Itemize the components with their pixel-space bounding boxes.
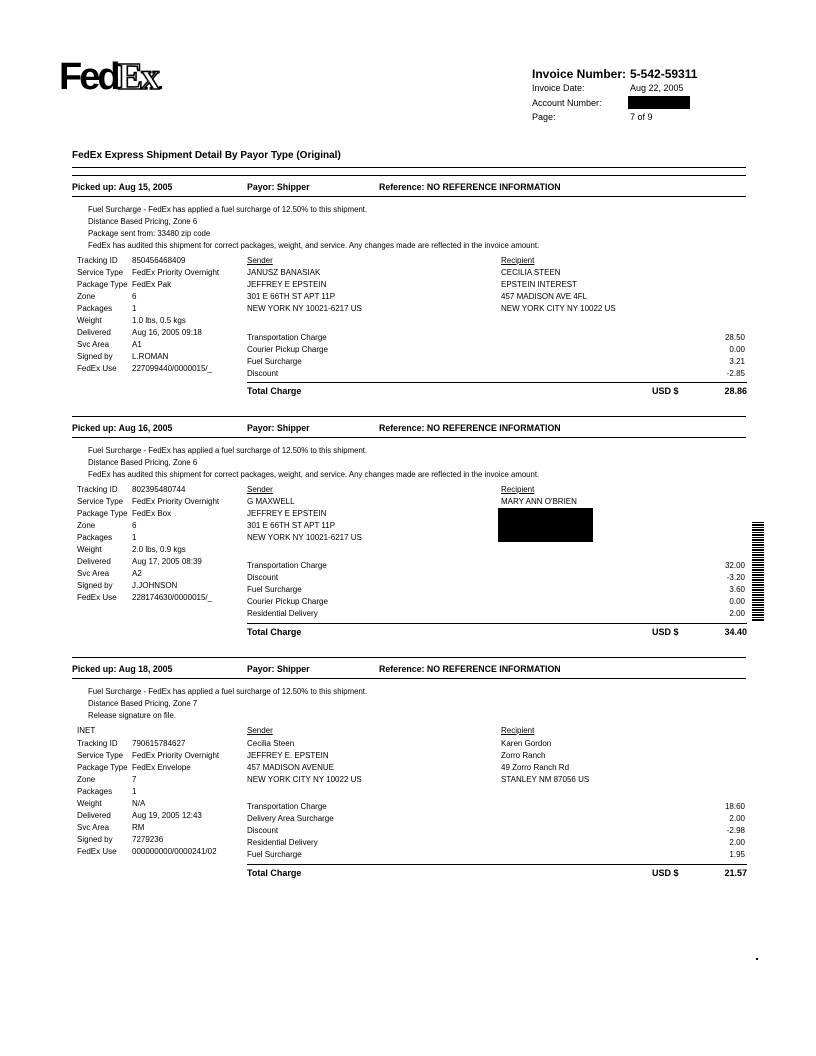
- note: Fuel Surcharge - FedEx has applied a fuel surcharge of 12.50% to this shipment.: [88, 446, 368, 455]
- sender-line: 301 E 66TH ST APT 11P: [247, 292, 336, 301]
- weight: 1.0 lbs, 0.5 kgs: [132, 316, 186, 325]
- sender-line: Cecilia Steen: [247, 739, 295, 748]
- recipient-line: STANLEY NM 87056 US: [501, 775, 590, 784]
- note: Release signature on file.: [88, 711, 176, 720]
- total-charge: 34.40: [724, 627, 747, 637]
- charge-amount: -2.85: [726, 369, 745, 378]
- invoice-date: Aug 22, 2005: [630, 83, 684, 93]
- svc-area: A2: [132, 569, 142, 578]
- charge-label: Transportation Charge: [247, 802, 327, 811]
- zone: 7: [132, 775, 137, 784]
- fedex-logo: [59, 58, 163, 96]
- charge-amount: -2.98: [726, 826, 745, 835]
- currency: USD $: [652, 627, 679, 637]
- signed-by: 7279236: [132, 835, 164, 844]
- recipient-line: MARY ANN O'BRIEN: [501, 497, 577, 506]
- note: Fuel Surcharge - FedEx has applied a fuel surcharge of 12.50% to this shipment.: [88, 205, 368, 214]
- total-rule: [247, 623, 747, 624]
- package-type-label: Package Type: [77, 280, 128, 289]
- sender-line: G MAXWELL: [247, 497, 295, 506]
- delivered-label: Delivered: [77, 557, 111, 566]
- zone-label: Zone: [77, 521, 96, 530]
- recipient-line: NEW YORK CITY NY 10022 US: [501, 304, 616, 313]
- charge-amount: 0.00: [729, 597, 745, 606]
- reference: Reference: NO REFERENCE INFORMATION: [379, 664, 561, 674]
- picked-up: Picked up: Aug 16, 2005: [72, 423, 173, 433]
- title-rule: [72, 167, 746, 168]
- svc-area: A1: [132, 340, 142, 349]
- sender-heading: Sender: [247, 256, 273, 265]
- charge-label: Courier Pickup Charge: [247, 597, 328, 606]
- delivered-label: Delivered: [77, 811, 111, 820]
- charge-label: Residential Delivery: [247, 609, 318, 618]
- note: Distance Based Pricing, Zone 6: [88, 217, 198, 226]
- packages-label: Packages: [77, 533, 113, 542]
- signed-by-label: Signed by: [77, 835, 113, 844]
- recipient-line: Karen Gordon: [501, 739, 552, 748]
- package-type: FedEx Box: [132, 509, 172, 518]
- service-type: FedEx Priority Overnight: [132, 751, 220, 760]
- section-header-rule: [72, 437, 746, 438]
- payor: Payor: Shipper: [247, 423, 310, 433]
- fedex-use: 228174630/0000015/_: [132, 593, 213, 602]
- svc-area-label: Svc Area: [77, 340, 110, 349]
- fedex-use-label: FedEx Use: [77, 364, 117, 373]
- recipient-line: EPSTEIN INTEREST: [501, 280, 578, 289]
- recipient-line: Zorro Ranch: [501, 751, 546, 760]
- weight: N/A: [132, 799, 146, 808]
- fedex-use: 000000000/0000241/02: [132, 847, 217, 856]
- note: FedEx has audited this shipment for correct packages, weight, and service. Any changes made are reflected in the invoice amount.: [88, 241, 540, 250]
- delivered-label: Delivered: [77, 328, 111, 337]
- recipient-line: 457 MADISON AVE 4FL: [501, 292, 588, 301]
- package-type: FedEx Envelope: [132, 763, 191, 772]
- package-type-label: Package Type: [77, 509, 128, 518]
- total-rule: [247, 864, 747, 865]
- weight: 2.0 lbs, 0.9 kgs: [132, 545, 186, 554]
- charge-amount: 28.50: [724, 333, 745, 342]
- charge-label: Transportation Charge: [247, 561, 327, 570]
- charge-label: Transportation Charge: [247, 333, 327, 342]
- reference: Reference: NO REFERENCE INFORMATION: [379, 423, 561, 433]
- invoice-number: 5-542-59311: [630, 67, 698, 81]
- note: Distance Based Pricing, Zone 7: [88, 699, 198, 708]
- page-mark: [756, 958, 758, 960]
- tracking-id: 850456468409: [132, 256, 186, 265]
- payor: Payor: Shipper: [247, 182, 310, 192]
- currency: USD $: [652, 868, 679, 878]
- account-number-redaction: [628, 96, 690, 109]
- note: Package sent from: 33480 zip code: [88, 229, 211, 238]
- charge-label: Residential Delivery: [247, 838, 318, 847]
- zone: 6: [132, 292, 137, 301]
- page-title: FedEx Express Shipment Detail By Payor Type (Original): [72, 150, 341, 161]
- invoice-number-label: Invoice Number:: [532, 67, 627, 81]
- note: Distance Based Pricing, Zone 6: [88, 458, 198, 467]
- weight-label: Weight: [77, 545, 102, 554]
- svc-area-label: Svc Area: [77, 569, 110, 578]
- packages: 1: [132, 304, 137, 313]
- delivered: Aug 19, 2005 12:43: [132, 811, 202, 820]
- charge-amount: 2.00: [729, 609, 745, 618]
- account-number-label: Account Number:: [532, 98, 602, 108]
- service-type: FedEx Priority Overnight: [132, 497, 220, 506]
- recipient-heading: Recipient: [501, 485, 535, 494]
- page-number: 7 of 9: [630, 112, 653, 122]
- charge-label: Delivery Area Surcharge: [247, 814, 334, 823]
- invoice-date-label: Invoice Date:: [532, 83, 585, 93]
- charge-amount: 2.00: [729, 814, 745, 823]
- currency: USD $: [652, 386, 679, 396]
- recipient-line: CECILIA STEEN: [501, 268, 561, 277]
- delivered: Aug 16, 2005 09:18: [132, 328, 202, 337]
- sender-line: 457 MADISON AVENUE: [247, 763, 334, 772]
- charge-label: Discount: [247, 369, 279, 378]
- service-type-label: Service Type: [77, 751, 124, 760]
- sender-line: JEFFREY E. EPSTEIN: [247, 751, 329, 760]
- package-type: FedEx Pak: [132, 280, 172, 289]
- zone-label: Zone: [77, 775, 96, 784]
- recipient-address-redaction: [498, 508, 593, 542]
- note: Fuel Surcharge - FedEx has applied a fuel surcharge of 12.50% to this shipment.: [88, 687, 368, 696]
- sender-line: JEFFREY E EPSTEIN: [247, 280, 327, 289]
- charge-label: Discount: [247, 826, 279, 835]
- charge-amount: 3.60: [729, 585, 745, 594]
- packages-label: Packages: [77, 787, 113, 796]
- sender-line: 301 E 66TH ST APT 11P: [247, 521, 336, 530]
- signed-by: L.ROMAN: [132, 352, 169, 361]
- zone: 6: [132, 521, 137, 530]
- charge-amount: 32.00: [724, 561, 745, 570]
- tracking-id-label: Tracking ID: [77, 256, 118, 265]
- section-header-rule: [72, 196, 746, 197]
- charge-amount: 2.00: [729, 838, 745, 847]
- tracking-id: 790615784627: [132, 739, 186, 748]
- signed-by: J.JOHNSON: [132, 581, 178, 590]
- charge-amount: 3.21: [729, 357, 745, 366]
- logo-ex: Ex: [117, 56, 158, 98]
- recipient-line: 49 Zorro Ranch Rd: [501, 763, 570, 772]
- sender-heading: Sender: [247, 485, 273, 494]
- service-type-label: Service Type: [77, 268, 124, 277]
- weight-label: Weight: [77, 799, 102, 808]
- section-top-rule: [72, 416, 746, 417]
- total-charge-label: Total Charge: [247, 386, 302, 396]
- sender-line: NEW YORK CITY NY 10022 US: [247, 775, 362, 784]
- packages: 1: [132, 533, 137, 542]
- packages-label: Packages: [77, 304, 113, 313]
- section-header-rule: [72, 678, 746, 679]
- sender-heading: Sender: [247, 726, 273, 735]
- recipient-heading: Recipient: [501, 726, 535, 735]
- service-type-label: Service Type: [77, 497, 124, 506]
- note: FedEx has audited this shipment for correct packages, weight, and service. Any changes made are reflected in the invoice amount.: [88, 470, 540, 479]
- signed-by-label: Signed by: [77, 581, 113, 590]
- svc-area-label: Svc Area: [77, 823, 110, 832]
- reference: Reference: NO REFERENCE INFORMATION: [379, 182, 561, 192]
- delivered: Aug 17, 2005 08:39: [132, 557, 202, 566]
- fedex-use: 227099440/0000015/_: [132, 364, 213, 373]
- charge-label: Discount: [247, 573, 279, 582]
- charge-label: Fuel Surcharge: [247, 585, 302, 594]
- fedex-use-label: FedEx Use: [77, 847, 117, 856]
- charge-label: Courier Pickup Charge: [247, 345, 328, 354]
- fedex-use-label: FedEx Use: [77, 593, 117, 602]
- sender-line: NEW YORK NY 10021-6217 US: [247, 533, 362, 542]
- margin-barcode: [752, 522, 764, 622]
- tracking-id: 802395480744: [132, 485, 186, 494]
- total-charge: 28.86: [724, 386, 747, 396]
- zone-label: Zone: [77, 292, 96, 301]
- logo-fed: Fed: [59, 56, 118, 98]
- recipient-heading: Recipient: [501, 256, 535, 265]
- page-label: Page:: [532, 112, 556, 122]
- charge-label: Fuel Surcharge: [247, 850, 302, 859]
- inet-label: INET: [77, 726, 96, 735]
- charge-amount: 1.95: [729, 850, 745, 859]
- total-charge-label: Total Charge: [247, 868, 302, 878]
- sender-line: JEFFREY E EPSTEIN: [247, 509, 327, 518]
- sender-line: NEW YORK NY 10021-6217 US: [247, 304, 362, 313]
- charge-amount: 18.60: [724, 802, 745, 811]
- sender-line: JANUSZ BANASIAK: [247, 268, 321, 277]
- logo-dot: .: [157, 72, 164, 94]
- charge-amount: -3.20: [726, 573, 745, 582]
- signed-by-label: Signed by: [77, 352, 113, 361]
- packages: 1: [132, 787, 137, 796]
- weight-label: Weight: [77, 316, 102, 325]
- total-rule: [247, 382, 747, 383]
- package-type-label: Package Type: [77, 763, 128, 772]
- total-charge-label: Total Charge: [247, 627, 302, 637]
- picked-up: Picked up: Aug 18, 2005: [72, 664, 173, 674]
- charge-amount: 0.00: [729, 345, 745, 354]
- service-type: FedEx Priority Overnight: [132, 268, 220, 277]
- payor: Payor: Shipper: [247, 664, 310, 674]
- tracking-id-label: Tracking ID: [77, 485, 118, 494]
- charge-label: Fuel Surcharge: [247, 357, 302, 366]
- total-charge: 21.57: [724, 868, 747, 878]
- tracking-id-label: Tracking ID: [77, 739, 118, 748]
- picked-up: Picked up: Aug 15, 2005: [72, 182, 173, 192]
- svc-area: RM: [132, 823, 145, 832]
- section-top-rule: [72, 175, 746, 176]
- section-top-rule: [72, 657, 746, 658]
